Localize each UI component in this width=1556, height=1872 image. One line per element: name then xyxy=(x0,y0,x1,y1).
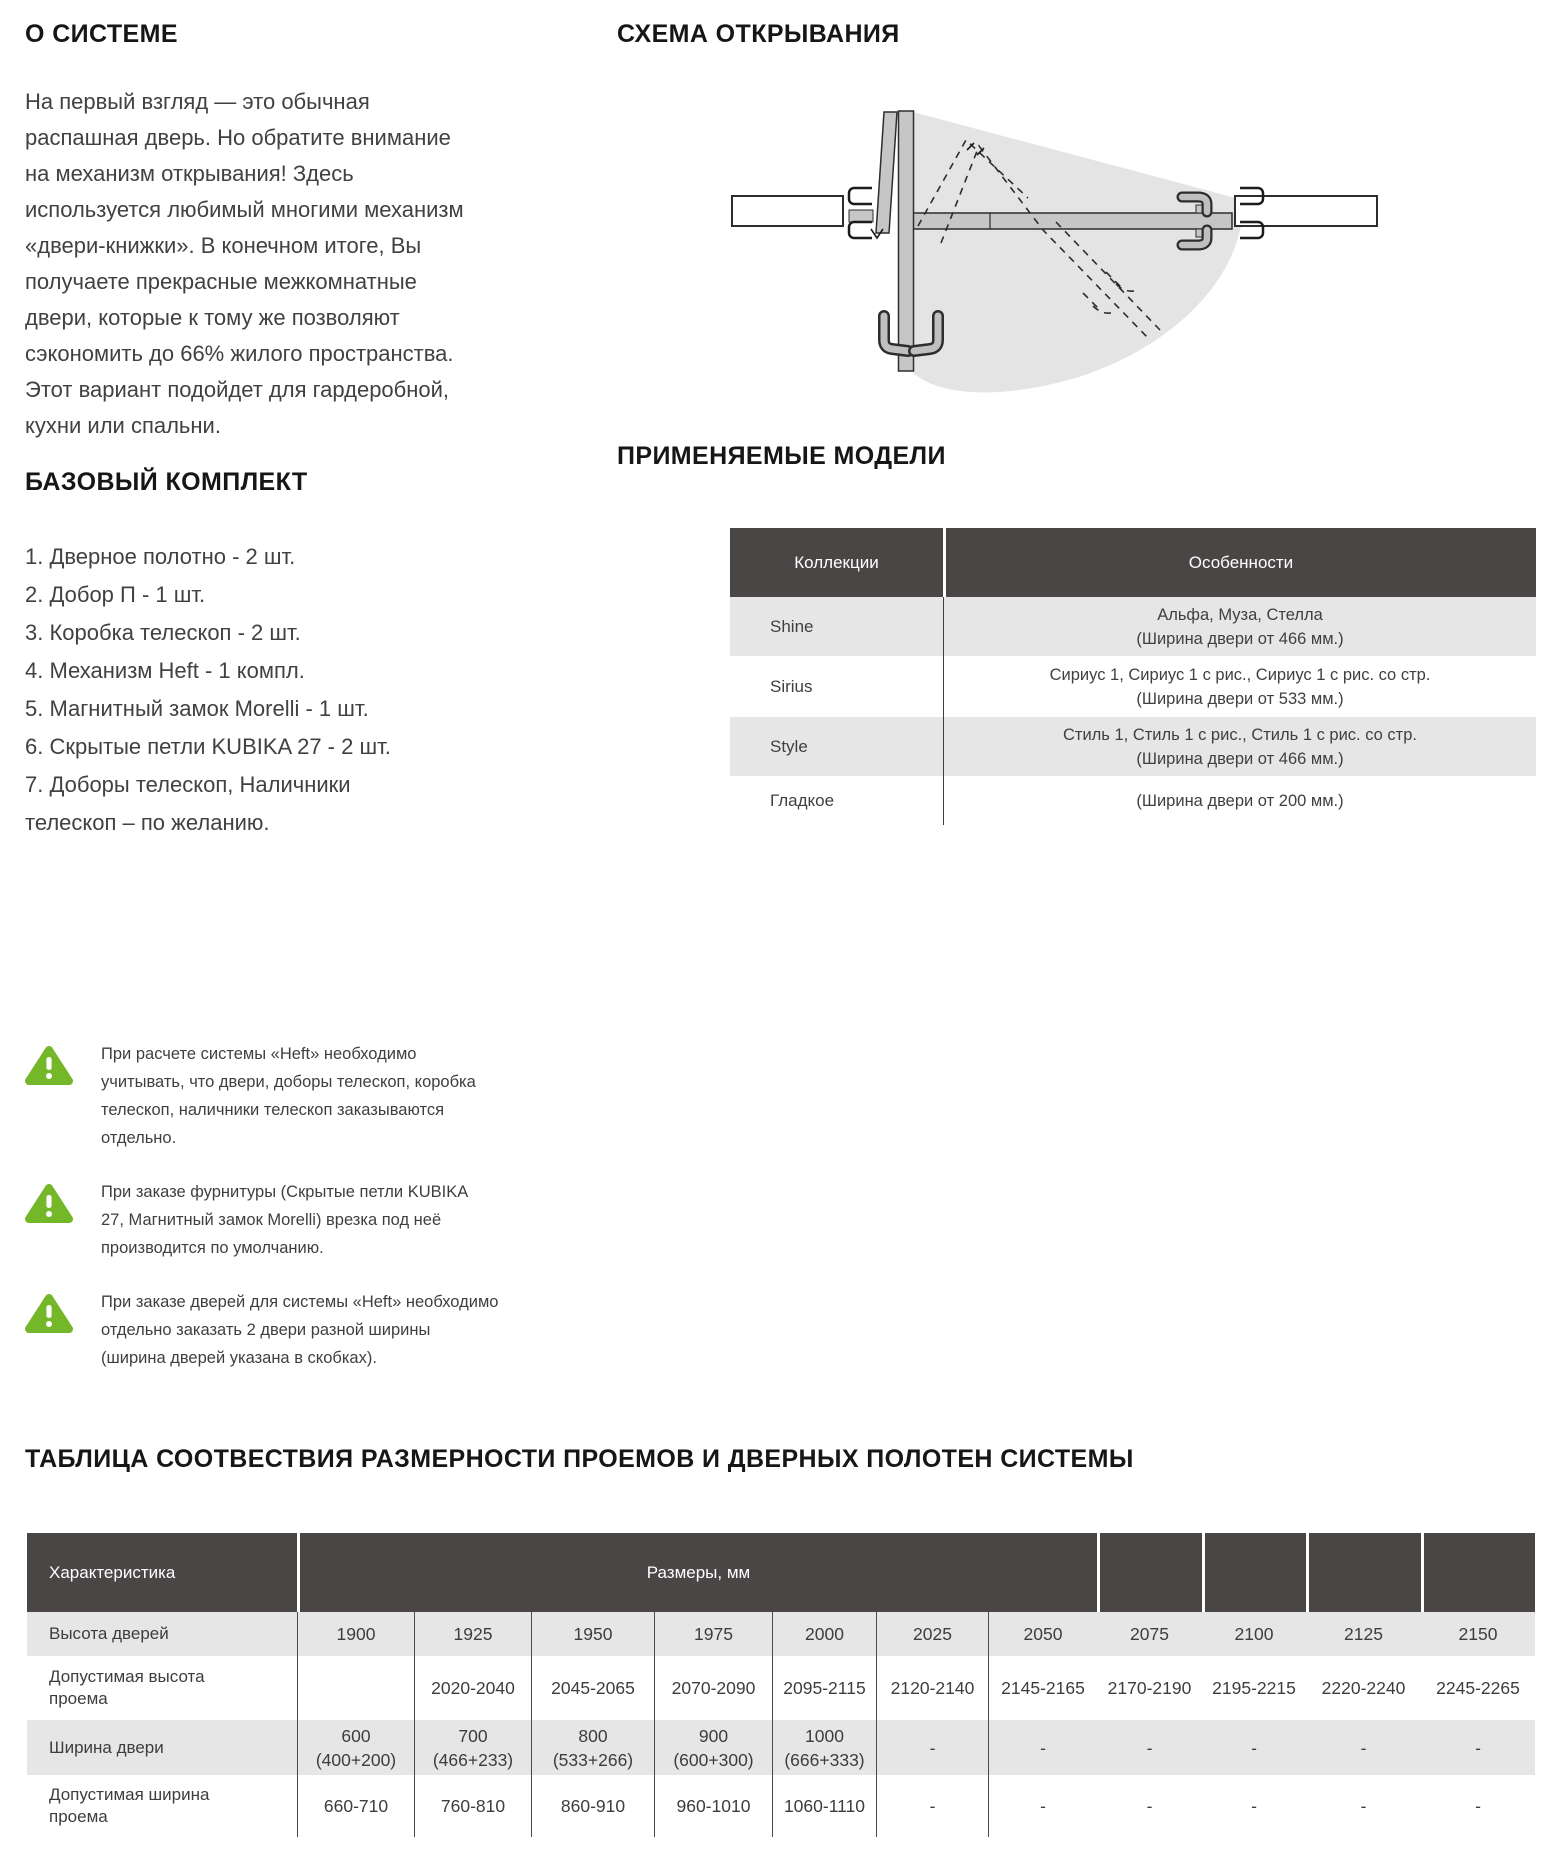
cell: 1900 xyxy=(297,1612,414,1656)
cell: 1000 (666+333) xyxy=(772,1720,876,1775)
cell: 700 (466+233) xyxy=(414,1720,531,1775)
feature-line: (Ширина двери от 200 мм.) xyxy=(1136,791,1344,810)
cell: 1060-1110 xyxy=(772,1775,876,1837)
cell: - xyxy=(1475,1796,1481,1816)
cell: 2050 xyxy=(988,1612,1097,1656)
paragraph-line: кухни или спальни. xyxy=(25,413,221,438)
warning-line: При заказе дверей для системы «Heft» необходимо xyxy=(101,1293,499,1311)
pivot-door-panel xyxy=(899,111,914,371)
cell: - xyxy=(988,1720,1097,1775)
paragraph-line: используется любимый многими механизм xyxy=(25,197,464,222)
cell: 2000 xyxy=(772,1612,876,1656)
warning-triangle-icon xyxy=(25,1044,73,1088)
tilted-door-leaf xyxy=(876,112,897,233)
collection-cell: Shine xyxy=(770,616,814,636)
cell: 2100 xyxy=(1234,1624,1274,1644)
kit-list xyxy=(25,538,391,842)
cell: - xyxy=(1475,1737,1481,1758)
size-table-title: ТАБЛИЦА СООТВЕСТВИЯ РАЗМЕРНОСТИ ПРОЕМОВ И ДВЕРНЫХ ПОЛОТЕН СИСТЕМЫ xyxy=(25,1445,1134,1473)
left-wall xyxy=(732,196,843,226)
cell xyxy=(297,1656,414,1720)
list-item: 1. Дверное полотно - 2 шт. xyxy=(25,544,296,569)
cell: 1950 xyxy=(531,1612,654,1656)
cell: 2170-2190 xyxy=(1107,1678,1192,1698)
feature-line: Альфа, Муза, Стелла xyxy=(1157,605,1323,624)
collection-cell: Гладкое xyxy=(770,790,835,810)
cell: 660-710 xyxy=(297,1775,414,1837)
size-table xyxy=(27,1533,1535,1837)
cell: 2150 xyxy=(1458,1624,1498,1644)
cell: 900 (600+300) xyxy=(654,1720,772,1775)
cell: 2075 xyxy=(1130,1624,1169,1644)
size-table-header xyxy=(27,1533,1535,1612)
open-door-leaves xyxy=(913,213,1232,229)
cell: - xyxy=(1360,1737,1367,1758)
table-row-opening-height xyxy=(27,1656,1535,1720)
door-swing-diagram xyxy=(700,90,1400,410)
table-row xyxy=(730,717,1536,776)
warning-line: производится по умолчанию. xyxy=(101,1239,324,1257)
feature-line: (Ширина двери от 466 мм.) xyxy=(1136,749,1344,768)
cell: 2220-2240 xyxy=(1321,1678,1406,1698)
column-header-characteristic: Характеристика xyxy=(27,1533,297,1612)
cell: - xyxy=(1251,1737,1257,1758)
cell: 2145-2165 xyxy=(988,1656,1097,1720)
list-item: 2. Добор П - 1 шт. xyxy=(25,582,206,607)
cell: 600 (400+200) xyxy=(297,1720,414,1775)
list-item: 6. Скрытые петли KUBIKA 27 - 2 шт. xyxy=(25,734,391,759)
models-table xyxy=(730,528,1536,825)
warning-text xyxy=(101,1040,476,1152)
warning-item xyxy=(25,1040,545,1152)
cell: - xyxy=(876,1720,988,1775)
warning-line: 27, Магнитный замок Morelli) врезка под неё xyxy=(101,1211,442,1229)
left-casing-icon xyxy=(849,222,872,238)
row-label: Высота дверей xyxy=(49,1624,169,1643)
warning-line: отдельно. xyxy=(101,1129,177,1147)
cell: 2195-2215 xyxy=(1212,1678,1296,1698)
paragraph-line: «двери-книжки». В конечном итоге, Вы xyxy=(25,233,422,258)
warning-line: При расчете системы «Heft» необходимо xyxy=(101,1045,417,1063)
table-row-door-width xyxy=(27,1720,1535,1775)
cell: 2070-2090 xyxy=(654,1656,772,1720)
cell: 2045-2065 xyxy=(531,1656,654,1720)
models-title: ПРИМЕНЯЕМЫЕ МОДЕЛИ xyxy=(617,442,946,470)
column-header-empty xyxy=(1202,1533,1306,1612)
warning-line: учитывать, что двери, доборы телескоп, коробка xyxy=(101,1073,476,1091)
collection-cell: Sirius xyxy=(770,676,813,696)
table-row xyxy=(730,656,1536,717)
column-header-features: Особенности xyxy=(943,528,1536,597)
left-frame-block xyxy=(849,210,873,222)
row-label: Допустимая высота проема xyxy=(49,1667,205,1708)
paragraph-line: сэкономить до 66% жилого пространства. xyxy=(25,341,454,366)
swing-area-shape xyxy=(913,112,1241,392)
paragraph-line: получаете прекрасные межкомнатные xyxy=(25,269,417,294)
about-paragraph xyxy=(25,84,464,444)
cell: 2245-2265 xyxy=(1436,1678,1520,1698)
cell: 2095-2115 xyxy=(772,1656,876,1720)
warnings-section xyxy=(25,1040,545,1398)
cell: - xyxy=(1146,1796,1153,1816)
warning-text xyxy=(101,1288,498,1372)
list-item: телескоп – по желанию. xyxy=(25,810,270,835)
column-header-collections: Коллекции xyxy=(730,528,943,597)
warning-line: отдельно заказать 2 двери разной ширины xyxy=(101,1321,431,1339)
about-title: О СИСТЕМЕ xyxy=(25,20,178,48)
warning-line: При заказе фурнитуры (Скрытые петли KUBIKA xyxy=(101,1183,469,1201)
models-table-header xyxy=(730,528,1536,597)
cell: 800 (533+266) xyxy=(531,1720,654,1775)
paragraph-line: на механизм открывания! Здесь xyxy=(25,161,354,186)
cell: - xyxy=(1146,1737,1153,1758)
cell: 760-810 xyxy=(414,1775,531,1837)
cell: 960-1010 xyxy=(654,1775,772,1837)
row-label: Допустимая ширина проема xyxy=(49,1785,210,1826)
cell: - xyxy=(1360,1796,1367,1816)
feature-line: Стиль 1, Стиль 1 с рис., Стиль 1 с рис. со стр. xyxy=(1062,725,1417,744)
cell: 860-910 xyxy=(531,1775,654,1837)
list-item: 3. Коробка телескоп - 2 шт. xyxy=(25,620,301,645)
cell: 1975 xyxy=(654,1612,772,1656)
features-cell xyxy=(943,656,1536,717)
table-row xyxy=(730,597,1536,656)
paragraph-line: На первый взгляд — это обычная xyxy=(25,89,370,114)
list-item: 5. Магнитный замок Morelli - 1 шт. xyxy=(25,696,369,721)
feature-line: Сириус 1, Сириус 1 с рис., Сириус 1 с рис. со стр. xyxy=(1049,665,1431,684)
list-item: 7. Доборы телескоп, Наличники xyxy=(25,772,351,797)
paragraph-line: распашная дверь. Но обратите внимание xyxy=(25,125,451,150)
column-header-sizes: Размеры, мм xyxy=(297,1533,1097,1612)
warning-triangle-icon xyxy=(25,1292,73,1336)
cell: - xyxy=(1251,1796,1257,1816)
feature-line: (Ширина двери от 466 мм.) xyxy=(1136,629,1344,648)
cell: - xyxy=(988,1775,1097,1837)
table-row-opening-width xyxy=(27,1775,1535,1837)
paragraph-line: Этот вариант подойдет для гардеробной, xyxy=(25,377,450,402)
scheme-title: СХЕМА ОТКРЫВАНИЯ xyxy=(617,20,900,48)
row-label: Ширина двери xyxy=(49,1737,164,1757)
collection-cell: Style xyxy=(770,736,808,756)
column-header-empty xyxy=(1097,1533,1202,1612)
table-row-door-height xyxy=(27,1612,1535,1656)
paragraph-line: двери, которые к тому же позволяют xyxy=(25,305,400,330)
warning-item xyxy=(25,1178,545,1262)
list-item: 4. Механизм Heft - 1 компл. xyxy=(25,658,305,683)
feature-line: (Ширина двери от 533 мм.) xyxy=(1136,689,1344,708)
warning-line: (ширина дверей указана в скобках). xyxy=(101,1349,377,1367)
warning-line: телескоп, наличники телескоп заказываются xyxy=(101,1101,445,1119)
cell: 2120-2140 xyxy=(876,1656,988,1720)
column-header-empty xyxy=(1306,1533,1421,1612)
table-row xyxy=(730,776,1536,825)
warning-triangle-icon xyxy=(25,1182,73,1226)
cell: 2020-2040 xyxy=(414,1656,531,1720)
cell: - xyxy=(876,1775,988,1837)
column-header-empty xyxy=(1421,1533,1535,1612)
cell: 2025 xyxy=(876,1612,988,1656)
cell: 1925 xyxy=(414,1612,531,1656)
features-cell xyxy=(943,776,1536,825)
warning-item xyxy=(25,1288,545,1372)
features-cell xyxy=(943,597,1536,656)
kit-title: БАЗОВЫЙ КОМПЛЕКТ xyxy=(25,468,308,496)
features-cell xyxy=(943,717,1536,776)
left-casing-icon xyxy=(849,188,872,204)
warning-text xyxy=(101,1178,468,1262)
cell: 2125 xyxy=(1344,1624,1383,1644)
